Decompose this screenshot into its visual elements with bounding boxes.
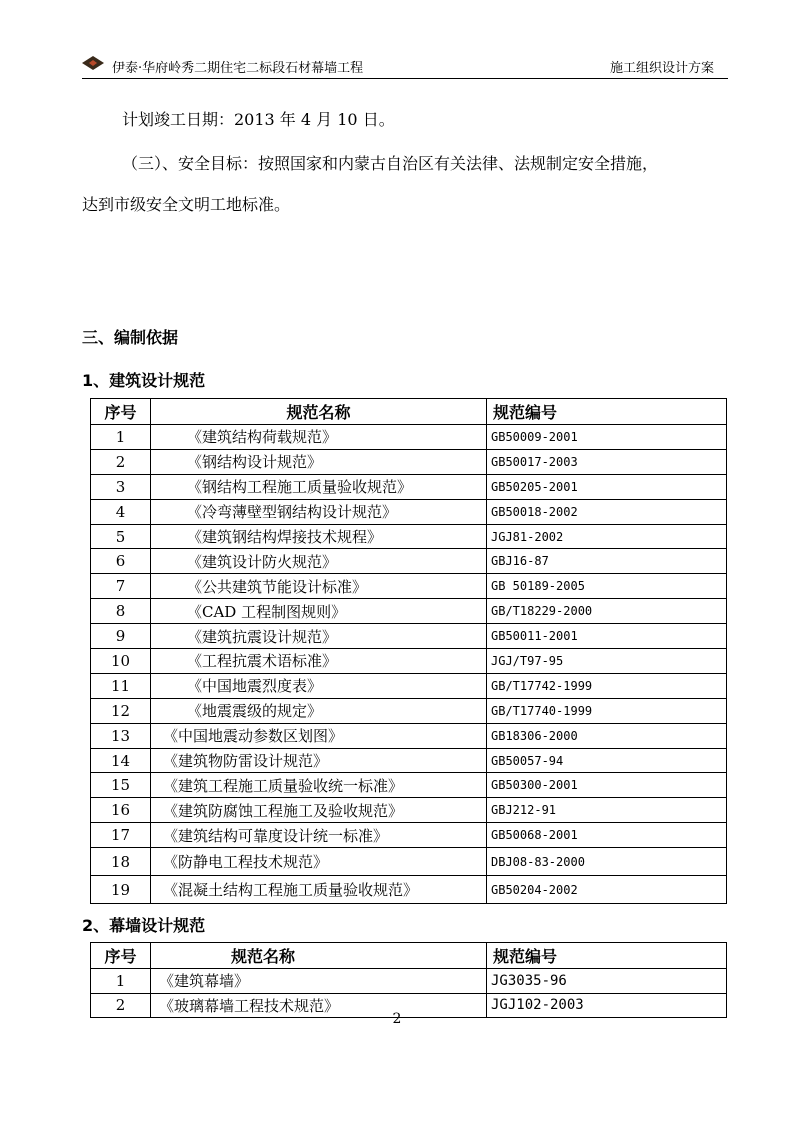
- table-row: [91, 848, 727, 876]
- table-row: [91, 599, 727, 624]
- code-name-cell: 《防静电工程技术规范》: [151, 848, 487, 876]
- code-name-cell: 《玻璃幕墙工程技术规范》: [151, 993, 487, 1018]
- code-number-cell: JG3035-96: [487, 969, 727, 994]
- code-name-cell: 《建筑幕墙》: [151, 969, 487, 994]
- code-number-cell: GB18306-2000: [487, 723, 727, 748]
- table-row: [91, 698, 727, 723]
- code-number-cell: GB50018-2002: [487, 499, 727, 524]
- company-logo-icon: [82, 54, 104, 72]
- header-cell-code: 规范编号: [487, 399, 727, 425]
- table-row: [91, 574, 727, 599]
- code-name-cell: 《建筑钢结构焊接技术规程》: [151, 524, 487, 549]
- header-cell-no: 序号: [91, 399, 151, 425]
- row-number-cell: 13: [91, 723, 151, 748]
- table-row: [91, 876, 727, 904]
- table-row: [91, 425, 727, 450]
- table-header-row: [91, 943, 727, 969]
- code-name-cell: 《地震震级的规定》: [151, 698, 487, 723]
- header-project-title: 伊泰·华府岭秀二期住宅二标段石材幕墙工程: [112, 61, 364, 76]
- row-number-cell: 10: [91, 649, 151, 674]
- table-row: [91, 798, 727, 823]
- table-row: [91, 624, 727, 649]
- safety-goal-line-1: （三）、安全目标：按照国家和内蒙古自治区有关法律、法规制定安全措施，: [122, 154, 659, 173]
- code-name-cell: 《建筑抗震设计规范》: [151, 624, 487, 649]
- table-header-row: [91, 399, 727, 425]
- table-row: [91, 524, 727, 549]
- code-name-cell: 《建筑物防雷设计规范》: [151, 748, 487, 773]
- code-name-cell: 《公共建筑节能设计标准》: [151, 574, 487, 599]
- row-number-cell: 5: [91, 524, 151, 549]
- table-row: [91, 823, 727, 848]
- code-number-cell: GB50011-2001: [487, 624, 727, 649]
- table-row: [91, 549, 727, 574]
- code-number-cell: GB50300-2001: [487, 773, 727, 798]
- row-number-cell: 14: [91, 748, 151, 773]
- code-number-cell: GB50204-2002: [487, 876, 727, 904]
- code-number-cell: GB/T17740-1999: [487, 698, 727, 723]
- code-number-cell: JGJ/T97-95: [487, 649, 727, 674]
- table-row: [91, 449, 727, 474]
- table-row: [91, 773, 727, 798]
- row-number-cell: 11: [91, 673, 151, 698]
- row-number-cell: 1: [91, 969, 151, 994]
- code-name-cell: 《钢结构设计规范》: [151, 449, 487, 474]
- row-number-cell: 4: [91, 499, 151, 524]
- code-name-cell: 《建筑工程施工质量验收统一标准》: [151, 773, 487, 798]
- table-row: [91, 969, 727, 994]
- code-name-cell: 《冷弯薄壁型钢结构设计规范》: [151, 499, 487, 524]
- code-name-cell: 《建筑结构可靠度设计统一标准》: [151, 823, 487, 848]
- code-name-cell: 《工程抗震术语标准》: [151, 649, 487, 674]
- row-number-cell: 2: [91, 449, 151, 474]
- safety-goal-line-2: 达到市级安全文明工地标准。: [82, 195, 291, 214]
- row-number-cell: 7: [91, 574, 151, 599]
- page-header: [82, 50, 728, 79]
- code-number-cell: GB50057-94: [487, 748, 727, 773]
- table-row: [91, 474, 727, 499]
- building-design-codes-table: [90, 398, 727, 904]
- code-number-cell: GB50068-2001: [487, 823, 727, 848]
- code-name-cell: 《中国地震烈度表》: [151, 673, 487, 698]
- row-number-cell: 8: [91, 599, 151, 624]
- code-number-cell: JGJ102-2003: [487, 993, 727, 1018]
- section-title: 三、编制依据: [82, 328, 179, 347]
- code-name-cell: 《钢结构工程施工质量验收规范》: [151, 474, 487, 499]
- row-number-cell: 2: [91, 993, 151, 1018]
- code-number-cell: GB/T18229-2000: [487, 599, 727, 624]
- code-number-cell: GB50017-2003: [487, 449, 727, 474]
- code-name-cell: 《建筑防腐蚀工程施工及验收规范》: [151, 798, 487, 823]
- code-name-cell: 《中国地震动参数区划图》: [151, 723, 487, 748]
- code-name-cell: 《建筑结构荷载规范》: [151, 425, 487, 450]
- header-cell-name: 规范名称: [151, 399, 487, 425]
- code-number-cell: GBJ212-91: [487, 798, 727, 823]
- code-name-cell: 《CAD 工程制图规则》: [151, 599, 487, 624]
- subsection-2-title: 2、幕墙设计规范: [82, 916, 206, 935]
- curtain-wall-codes-table: [90, 942, 727, 1018]
- row-number-cell: 12: [91, 698, 151, 723]
- code-number-cell: JGJ81-2002: [487, 524, 727, 549]
- header-document-title: 施工组织设计方案: [609, 61, 714, 76]
- table-row: [91, 649, 727, 674]
- row-number-cell: 6: [91, 549, 151, 574]
- code-number-cell: GB50205-2001: [487, 474, 727, 499]
- row-number-cell: 9: [91, 624, 151, 649]
- completion-date-line: 计划竣工日期：2013 年 4 月 10 日。: [122, 110, 395, 129]
- row-number-cell: 17: [91, 823, 151, 848]
- code-number-cell: GB 50189-2005: [487, 574, 727, 599]
- code-number-cell: DBJ08-83-2000: [487, 848, 727, 876]
- header-cell-no: 序号: [91, 943, 151, 969]
- table-row: [91, 673, 727, 698]
- row-number-cell: 18: [91, 848, 151, 876]
- header-cell-code: 规范编号: [487, 943, 727, 969]
- code-name-cell: 《混凝土结构工程施工质量验收规范》: [151, 876, 487, 904]
- table-row: [91, 748, 727, 773]
- page-number: 2: [392, 1011, 402, 1027]
- row-number-cell: 15: [91, 773, 151, 798]
- code-number-cell: GB50009-2001: [487, 425, 727, 450]
- table-row: [91, 499, 727, 524]
- header-cell-name: 规范名称: [151, 943, 487, 969]
- row-number-cell: 19: [91, 876, 151, 904]
- code-number-cell: GBJ16-87: [487, 549, 727, 574]
- subsection-1-title: 1、建筑设计规范: [82, 371, 206, 390]
- row-number-cell: 3: [91, 474, 151, 499]
- row-number-cell: 16: [91, 798, 151, 823]
- table-row: [91, 723, 727, 748]
- code-number-cell: GB/T17742-1999: [487, 673, 727, 698]
- row-number-cell: 1: [91, 425, 151, 450]
- code-name-cell: 《建筑设计防火规范》: [151, 549, 487, 574]
